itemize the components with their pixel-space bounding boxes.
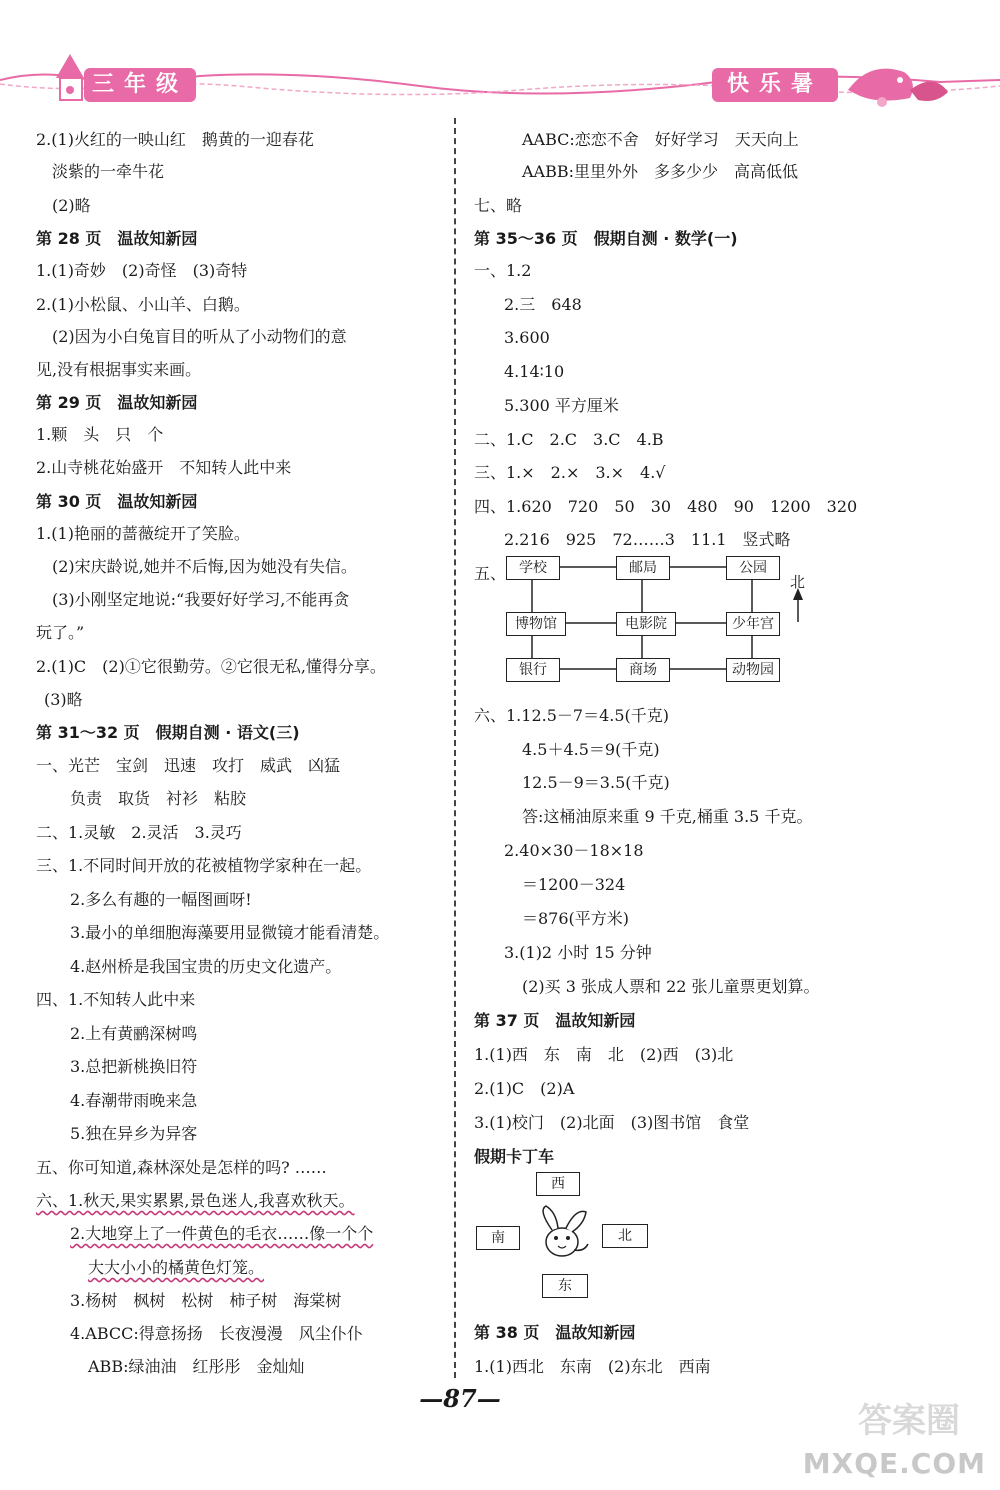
section-heading: 第 35～36 页 假期自测 · 数学(一) (474, 229, 738, 248)
answer-line: 2.(1)火红的一映山红 鹅黄的一迎春花 (36, 130, 314, 149)
section-heading: 第 37 页 温故知新园 (474, 1011, 636, 1030)
answer-line: ＝1200－324 (522, 875, 626, 894)
north-label: 北 (790, 573, 806, 591)
underlined-answer: 2.大地穿上了一件黄色的毛衣……像一个个 (70, 1224, 374, 1243)
answer-line: 1.(1)奇妙 (2)奇怪 (3)奇特 (36, 261, 248, 280)
answer-line: ABB:绿油油 红彤彤 金灿灿 (88, 1357, 305, 1376)
place-box: 西 (536, 1172, 580, 1196)
rabbit-icon (543, 1206, 588, 1256)
answer-line: 五、 (474, 564, 507, 583)
answer-line: 六、1.12.5－7＝4.5(千克) (474, 706, 670, 725)
answer-line: 3.杨树 枫树 松树 柿子树 海棠树 (70, 1291, 342, 1310)
answer-line: 1.(1)西北 东南 (2)东北 西南 (474, 1357, 711, 1376)
answer-line: 四、1.620 720 50 30 480 90 1200 320 (474, 497, 858, 516)
answer-line: 4.14∶10 (504, 362, 565, 381)
answer-line: 三、1.不同时间开放的花被植物学家种在一起。 (36, 856, 372, 875)
answer-line: 1.颗 头 只 个 (36, 425, 164, 444)
page-number: —87— (419, 1384, 501, 1413)
answer-line: ＝876(平方米) (522, 909, 630, 928)
answer-line: (2)宋庆龄说,她并不后悔,因为她没有失信。 (52, 557, 357, 576)
answer-line: 负责 取货 衬衫 粘胶 (70, 789, 247, 808)
answer-line: (2)因为小白兔盲目的听从了小动物们的意 (52, 327, 347, 346)
watermark-url: MXQE.COM (802, 1447, 986, 1480)
answer-line: 4.春潮带雨晚来急 (70, 1091, 198, 1110)
answer-line: 三、1.× 2.× 3.× 4.√ (474, 463, 666, 482)
section-heading: 第 38 页 温故知新园 (474, 1323, 636, 1342)
answer-line: 5.300 平方厘米 (504, 396, 619, 415)
place-box: 邮局 (616, 556, 670, 580)
answer-line: 2.山寺桃花始盛开 不知转人此中来 (36, 458, 292, 477)
answer-line: 2.多么有趣的一幅图画呀! (70, 890, 252, 909)
answer-line: 3.(1)2 小时 15 分钟 (504, 943, 652, 962)
place-box: 东 (542, 1274, 588, 1298)
answer-line: 12.5－9＝3.5(千克) (522, 773, 670, 792)
answer-line: 2.40×30－18×18 (504, 841, 644, 860)
answer-line: 玩了。” (36, 623, 85, 642)
answer-line: (3)小刚坚定地说:“我要好好学习,不能再贪 (52, 590, 350, 609)
answer-line: AABC:恋恋不舍 好好学习 天天向上 (522, 130, 799, 149)
answer-line: 3.最小的单细胞海藻要用显微镜才能看清楚。 (70, 923, 390, 942)
place-box: 博物馆 (506, 612, 566, 636)
watermark-logo: 答案圈 (858, 1401, 960, 1441)
underlined-answer: 六、1.秋天,果实累累,景色迷人,我喜欢秋天。 (36, 1191, 355, 1210)
section-heading: 假期卡丁车 (474, 1147, 555, 1166)
place-box: 公园 (726, 556, 780, 580)
place-box: 商场 (616, 658, 670, 682)
answer-line: 2.上有黄鹂深树鸣 (70, 1024, 198, 1043)
answer-line: 2.(1)C (2)①它很勤劳。②它很无私,懂得分享。 (36, 657, 386, 676)
answer-line: (3)略 (44, 690, 83, 709)
place-box: 少年宫 (726, 612, 780, 636)
answer-line: 1.(1)西 东 南 北 (2)西 (3)北 (474, 1045, 734, 1064)
answer-line: 五、你可知道,森林深处是怎样的吗? …… (36, 1158, 327, 1177)
answer-line: 见,没有根据事实来画。 (36, 360, 202, 379)
answer-line: 二、1.C 2.C 3.C 4.B (474, 430, 664, 449)
underlined-answer: 大大小小的橘黄色灯笼。 (88, 1258, 265, 1277)
answer-line: 3.总把新桃换旧符 (70, 1057, 198, 1076)
place-box: 北 (602, 1224, 648, 1248)
section-heading: 第 31～32 页 假期自测 · 语文(三) (36, 723, 300, 742)
answer-line: 淡紫的一牵牛花 (52, 162, 165, 181)
answer-line: 2.(1)小松鼠、小山羊、白鹅。 (36, 295, 250, 314)
section-heading: 第 28 页 温故知新园 (36, 229, 198, 248)
answer-line: 答:这桶油原来重 9 千克,桶重 3.5 千克。 (522, 807, 813, 826)
answer-line: 一、1.2 (474, 261, 532, 280)
place-box: 南 (476, 1226, 520, 1250)
place-box: 银行 (506, 658, 560, 682)
answer-line: 2.(1)C (2)A (474, 1079, 575, 1098)
section-heading: 第 29 页 温故知新园 (36, 393, 198, 412)
section-heading: 第 30 页 温故知新园 (36, 492, 198, 511)
answer-line: 二、1.灵敏 2.灵活 3.灵巧 (36, 823, 242, 842)
grade-label: 三年级 (84, 68, 196, 102)
answer-line: 2.三 648 (504, 295, 582, 314)
answer-line: 七、略 (474, 196, 523, 215)
answer-line: (2)略 (52, 196, 91, 215)
answer-line: AABB:里里外外 多多少少 高高低低 (522, 162, 799, 181)
answer-line: 4.ABCC:得意扬扬 长夜漫漫 风尘仆仆 (70, 1324, 363, 1343)
answer-line: 2.216 925 72……3 11.1 竖式略 (504, 530, 791, 549)
answer-line: (2)买 3 张成人票和 22 张儿童票更划算。 (522, 977, 820, 996)
series-label: 快乐暑假 (712, 68, 838, 102)
answer-line: 4.5＋4.5＝9(千克) (522, 740, 660, 759)
answer-line: 一、光芒 宝剑 迅速 攻打 威武 凶猛 (36, 756, 341, 775)
answer-line: 四、1.不知转人此中来 (36, 990, 196, 1009)
place-box: 动物园 (726, 658, 780, 682)
answer-line: 1.(1)艳丽的蔷薇绽开了笑脸。 (36, 524, 250, 543)
answer-line: 3.(1)校门 (2)北面 (3)图书馆 食堂 (474, 1113, 750, 1132)
place-box: 电影院 (616, 612, 676, 636)
answer-line: 3.600 (504, 328, 550, 347)
place-box: 学校 (506, 556, 560, 580)
answer-line: 4.赵州桥是我国宝贵的历史文化遗产。 (70, 957, 342, 976)
answer-line: 5.独在异乡为异客 (70, 1124, 198, 1143)
